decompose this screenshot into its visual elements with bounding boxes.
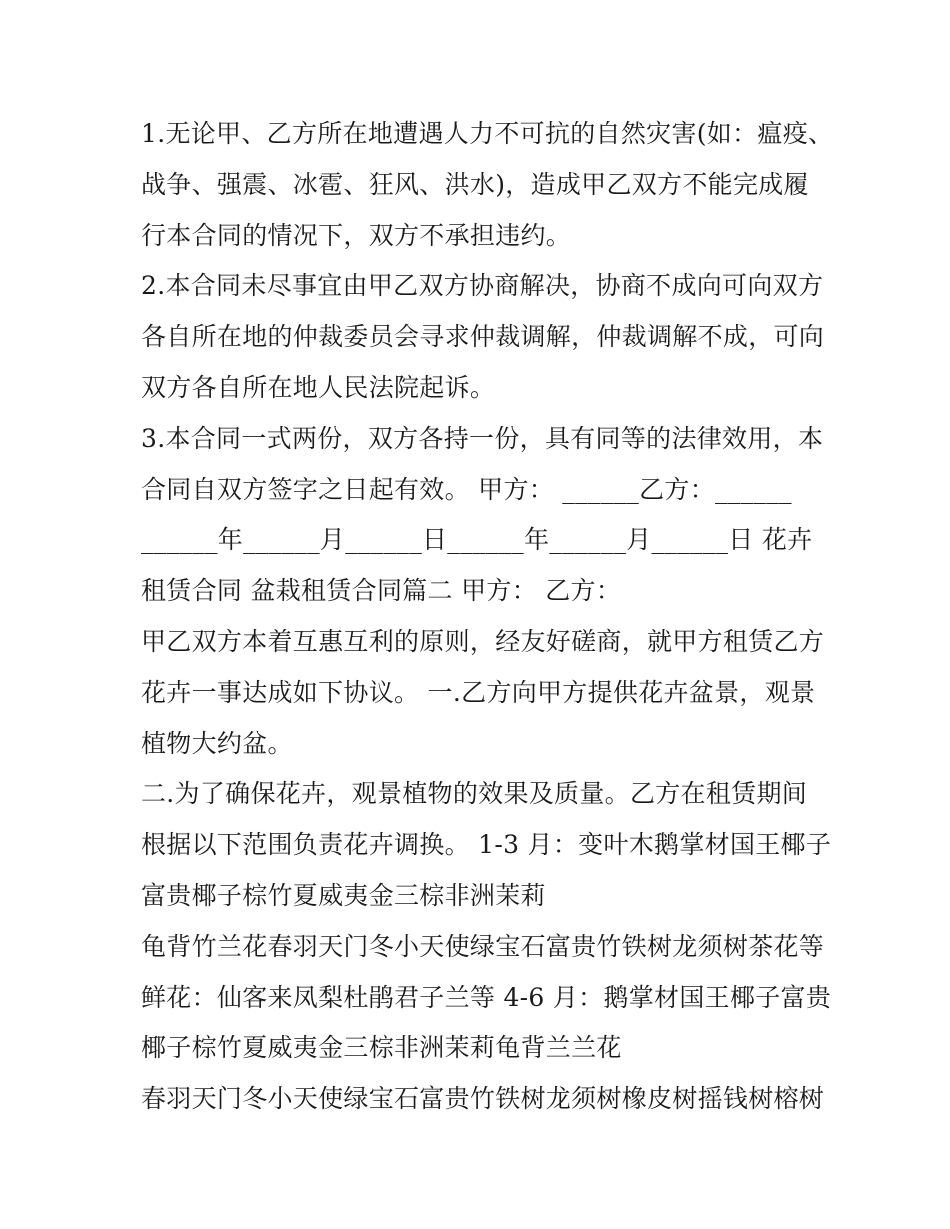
document-body xyxy=(141,109,834,1125)
text-line: 3.本合同一式两份，双方各持一份，具有同等的法律效用，本 xyxy=(141,423,824,453)
text-line: 甲乙双方本着互惠互利的原则，经友好磋商，就甲方租赁乙方 xyxy=(141,626,825,656)
text-line: 根据以下范围负责花卉调换。 1-3 月：变叶木鹅掌材国王椰子 xyxy=(141,830,832,860)
text-line: 龟背竹兰花春羽天门冬小天使绿宝石富贵竹铁树龙须树茶花等 xyxy=(141,931,825,961)
text-line: 春羽天门冬小天使绿宝石富贵竹铁树龙须树橡皮树摇钱树榕树 xyxy=(141,1084,825,1114)
text-line: ______年______月______日______年______月______日 花卉 xyxy=(141,525,813,555)
text-line: 花卉一事达成如下协议。 一.乙方向甲方提供花卉盆景，观景 xyxy=(141,677,816,707)
text-line: 战争、强震、冰雹、狂风、洪水)，造成甲乙双方不能完成履 xyxy=(141,169,809,199)
text-line: 植物大约盆。 xyxy=(141,728,293,758)
text-line: 1.无论甲、乙方所在地遭遇人力不可抗的自然灾害(如：瘟疫、 xyxy=(141,119,834,148)
text-line: 合同自双方签字之日起有效。 甲方： ______乙方：______ xyxy=(141,474,792,504)
text-line: 椰子棕竹夏威夷金三棕非洲茉莉龟背兰兰花 xyxy=(141,1033,622,1063)
text-line: 租赁合同 盆栽租赁合同篇二 甲方： 乙方： xyxy=(141,576,622,606)
text-line: 二.为了确保花卉，观景植物的效果及质量。乙方在租赁期间 xyxy=(141,779,808,809)
text-line: 富贵椰子棕竹夏威夷金三棕非洲茉莉 xyxy=(141,880,546,910)
text-line: 双方各自所在地人民法院起诉。 xyxy=(141,372,496,402)
text-line: 行本合同的情况下，双方不承担违约。 xyxy=(141,220,572,250)
text-line: 各自所在地的仲裁委员会寻求仲裁调解，仲裁调解不成，可向 xyxy=(141,322,825,352)
text-line: 2.本合同未尽事宜由甲乙双方协商解决，协商不成向可向双方 xyxy=(141,271,824,301)
text-line: 鲜花：仙客来凤梨杜鹃君子兰等 4-6 月：鹅掌材国王椰子富贵 xyxy=(141,982,832,1012)
